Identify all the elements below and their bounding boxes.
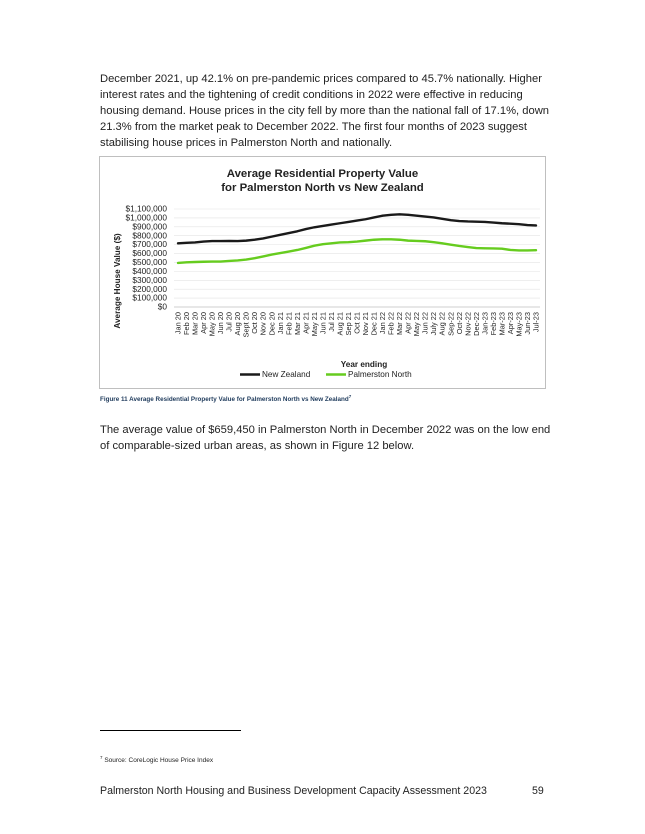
x-tick-label: Feb-23 — [488, 312, 498, 336]
data-point — [203, 261, 205, 263]
data-point — [510, 223, 512, 225]
data-point — [237, 240, 239, 242]
x-tick-label: Oct 20 — [250, 312, 260, 334]
y-tick-label: $1,100,000 — [125, 203, 167, 214]
data-point — [254, 239, 256, 241]
data-point — [331, 242, 333, 244]
x-tick-label: Jun 22 — [420, 312, 430, 335]
data-point — [237, 260, 239, 262]
x-tick-label: Aug 21 — [335, 312, 345, 336]
data-point — [535, 249, 537, 251]
y-tick-label: $400,000 — [132, 265, 167, 276]
data-point — [262, 238, 264, 240]
line-chart — [100, 157, 547, 390]
data-point — [407, 214, 409, 216]
data-point — [373, 239, 375, 241]
data-point — [348, 221, 350, 223]
x-tick-label: Nov-22 — [463, 312, 473, 336]
legend-label: Palmerston North — [348, 370, 412, 379]
figure-footnote-marker: 7 — [348, 394, 352, 399]
chart-title-line-2: for Palmerston North vs New Zealand — [221, 182, 424, 194]
data-point — [322, 225, 324, 227]
x-tick-label: Feb 22 — [386, 312, 396, 336]
data-point — [313, 226, 315, 228]
x-tick-label: Jan-23 — [480, 312, 490, 335]
footnote-marker: 7 — [100, 755, 103, 760]
data-point — [441, 218, 443, 220]
data-point — [177, 262, 179, 264]
y-tick-label: $300,000 — [132, 274, 167, 285]
page-number: 59 — [532, 785, 544, 797]
x-tick-label: Apr 21 — [301, 312, 311, 334]
data-point — [467, 221, 469, 223]
data-point — [484, 221, 486, 223]
data-point — [424, 216, 426, 218]
data-point — [186, 261, 188, 263]
x-tick-label: Mar 20 — [190, 312, 200, 336]
chart-title-line-1: Average Residential Property Value — [226, 168, 419, 180]
data-point — [501, 222, 503, 224]
data-point — [416, 215, 418, 217]
data-point — [331, 224, 333, 226]
y-tick-label: $0 — [157, 301, 167, 312]
data-point — [475, 221, 477, 223]
x-tick-label: Jan 21 — [275, 312, 285, 335]
data-point — [271, 254, 273, 256]
y-tick-label: $200,000 — [132, 283, 167, 294]
x-tick-label: Feb 21 — [284, 312, 294, 336]
data-point — [279, 252, 281, 254]
data-point — [399, 239, 401, 241]
series-line-new-zealand — [178, 214, 536, 243]
data-point — [518, 223, 520, 225]
series-line-palmerston-north — [178, 239, 536, 263]
data-point — [245, 240, 247, 242]
data-point — [424, 240, 426, 242]
data-point — [348, 241, 350, 243]
data-point — [186, 242, 188, 244]
data-point — [211, 240, 213, 242]
data-point — [518, 250, 520, 252]
data-point — [339, 242, 341, 244]
x-tick-label: Nov 21 — [361, 312, 371, 336]
data-point — [390, 214, 392, 216]
data-point — [194, 261, 196, 263]
data-point — [433, 217, 435, 219]
footer-title: Palmerston North Housing and Business Development Capacity Assessment 2023 — [100, 785, 487, 797]
data-point — [220, 261, 222, 263]
x-tick-label: Oct-22 — [454, 312, 464, 335]
x-tick-label: Jun-23 — [522, 312, 532, 335]
intro-paragraph: December 2021, up 42.1% on pre-pandemic prices compared to 45.7% nationally. Higher interest rates and the tightening of credit conditions in 2022 were effective in reducing housing demand. House prices in the city fell by more than the national fall of 17.1%, down 21.3% from the market peak to December 2022. The first four months of 2023 suggest stabilising house prices in Palmerston North and nationally. — [100, 73, 550, 149]
x-tick-label: Dec 21 — [369, 312, 379, 336]
data-point — [382, 215, 384, 217]
y-tick-label: $600,000 — [132, 248, 167, 259]
x-tick-label: Mar 21 — [292, 312, 302, 336]
data-point — [458, 220, 460, 222]
footnote-text: Source: CoreLogic House Price Index — [104, 757, 214, 765]
data-point — [305, 247, 307, 249]
data-point — [484, 247, 486, 249]
x-tick-label: Dec-22 — [471, 312, 481, 336]
data-point — [356, 241, 358, 243]
data-point — [322, 243, 324, 245]
x-tick-label: Apr 22 — [403, 312, 413, 334]
y-tick-label: $800,000 — [132, 230, 167, 241]
x-tick-label: Jun 20 — [216, 312, 226, 335]
data-point — [467, 246, 469, 248]
legend-label: New Zealand — [262, 370, 311, 379]
data-point — [492, 248, 494, 250]
data-point — [450, 219, 452, 221]
data-point — [399, 213, 401, 215]
data-point — [296, 249, 298, 251]
x-tick-label: Mar-23 — [497, 312, 507, 336]
data-point — [365, 240, 367, 242]
x-tick-label: Jul 21 — [326, 312, 336, 332]
data-point — [356, 220, 358, 222]
data-point — [220, 240, 222, 242]
data-point — [288, 251, 290, 253]
x-tick-label: Jan 22 — [378, 312, 388, 335]
data-point — [245, 259, 247, 261]
x-tick-label: Nov 20 — [258, 312, 268, 336]
y-tick-label: $900,000 — [132, 221, 167, 232]
data-point — [365, 218, 367, 220]
x-tick-label: May 20 — [207, 312, 217, 337]
x-tick-label: Aug 20 — [233, 312, 243, 336]
y-tick-label: $700,000 — [132, 239, 167, 250]
data-point — [433, 241, 435, 243]
x-tick-label: Sep 21 — [343, 312, 353, 336]
chart-container — [99, 156, 546, 389]
data-point — [262, 255, 264, 257]
data-point — [271, 236, 273, 238]
y-tick-label: $500,000 — [132, 257, 167, 268]
data-point — [501, 248, 503, 250]
data-point — [254, 257, 256, 259]
x-tick-label: May 22 — [412, 312, 422, 337]
x-tick-label: July 22 — [429, 312, 439, 336]
figure-caption: Figure 11 Average Residential Property Value for Palmerston North vs New Zealand$^7$ — [100, 394, 352, 404]
x-tick-label: Jan 20 — [173, 312, 183, 335]
data-point — [441, 242, 443, 244]
x-tick-label: Feb 20 — [182, 312, 192, 336]
x-tick-label: Oct 21 — [352, 312, 362, 334]
data-point — [390, 238, 392, 240]
data-point — [382, 238, 384, 240]
data-point — [194, 242, 196, 244]
x-tick-label: Jul 20 — [224, 312, 234, 332]
x-tick-label: Sept 20 — [241, 312, 251, 338]
data-point — [313, 245, 315, 247]
data-point — [527, 224, 529, 226]
data-point — [228, 240, 230, 242]
x-tick-label: Aug 22 — [437, 312, 447, 336]
data-point — [177, 242, 179, 244]
y-axis-label: Average House Value ($) — [113, 233, 122, 329]
data-point — [203, 241, 205, 243]
data-point — [288, 232, 290, 234]
x-tick-label: Apr 20 — [199, 312, 209, 334]
y-tick-label: $100,000 — [132, 292, 167, 303]
data-point — [339, 222, 341, 224]
x-tick-label: Jul-23 — [531, 312, 541, 333]
data-point — [305, 228, 307, 230]
x-tick-label: May-23 — [514, 312, 524, 337]
data-point — [475, 247, 477, 249]
data-point — [450, 244, 452, 246]
footnote — [100, 755, 213, 764]
data-point — [211, 261, 213, 263]
data-point — [279, 234, 281, 236]
footnote-divider — [100, 730, 241, 731]
x-tick-label: Dec 20 — [267, 312, 277, 336]
data-point — [492, 222, 494, 224]
data-point — [527, 250, 529, 252]
data-point — [373, 217, 375, 219]
data-point — [296, 230, 298, 232]
data-point — [510, 249, 512, 251]
data-point — [228, 260, 230, 262]
y-tick-label: $1,000,000 — [125, 212, 167, 223]
data-point — [535, 225, 537, 227]
x-tick-label: Mar 22 — [395, 312, 405, 336]
data-point — [407, 240, 409, 242]
x-tick-label: Sep-22 — [446, 312, 456, 336]
x-tick-label: Apr-23 — [505, 312, 515, 335]
x-axis-label: Year ending — [340, 360, 388, 369]
x-tick-label: May 21 — [309, 312, 319, 337]
data-point — [416, 240, 418, 242]
data-point — [458, 245, 460, 247]
x-tick-label: Jun 21 — [318, 312, 328, 335]
comparison-paragraph: The average value of $659,450 in Palmerston North in December 2022 was on the low end of comparable-sized urban areas, as shown in Figure 12 below. — [100, 424, 551, 452]
